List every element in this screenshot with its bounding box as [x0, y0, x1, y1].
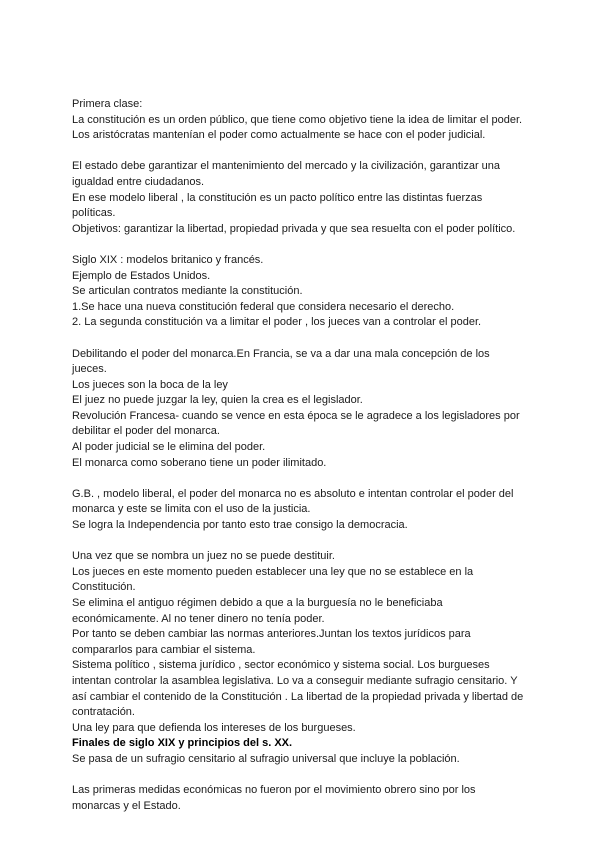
paragraph-medidas-economicas — [72, 783, 542, 814]
text-line: Ejemplo de Estados Unidos. — [72, 269, 211, 282]
paragraph-jueces — [72, 549, 542, 767]
paragraph-monarca — [72, 347, 542, 472]
text-line: El monarca como soberano tiene un poder ilimitado. — [72, 456, 327, 469]
text-line: intentan controlar la asamblea legislativa. Lo va a conseguir mediante sufragio censitario. Y — [72, 674, 518, 687]
text-line: El estado debe garantizar el mantenimiento del mercado y la civilización, garantizar una — [72, 160, 501, 173]
text-line: contratación. — [72, 706, 135, 719]
text-line: monarcas y el Estado. — [72, 799, 181, 812]
text-line: Siglo XIX : modelos britanico y francés. — [72, 253, 264, 266]
paragraph-spacer — [72, 471, 542, 487]
text-line: Se articulan contratos mediante la constitución. — [72, 285, 303, 298]
text-line: Los jueces en este momento pueden establecer una ley que no se establece en la — [72, 565, 474, 578]
text-line: Primera clase: — [72, 98, 143, 110]
text-line: Al poder judicial se le elimina del poder. — [72, 441, 266, 454]
text-line: Objetivos: garantizar la libertad, propiedad privada y que sea resuelta con el poder político. — [72, 222, 516, 235]
text-line: monarca y este se limita con el uso de la justicia. — [72, 503, 311, 516]
text-line: Debilitando el poder del monarca.En Francia, se va a dar una mala concepción de los — [72, 347, 490, 360]
text-line: 2. La segunda constitución va a limitar el poder , los jueces van a controlar el poder. — [72, 316, 482, 329]
paragraph-gran-bretana — [72, 487, 542, 534]
text-line: así cambiar el contenido de la Constitución . La libertad de la propiedad privada y libertad de — [72, 690, 524, 703]
paragraph-spacer — [72, 768, 542, 784]
text-line: Se logra la Independencia por tanto esto trae consigo la democracia. — [72, 519, 408, 532]
text-line: Una vez que se nombra un juez no se puede destituir. — [72, 550, 335, 563]
section-heading: Finales de siglo XIX y principios del s. XX. — [72, 737, 293, 750]
text-line: Los jueces son la boca de la ley — [72, 378, 228, 391]
text-line: En ese modelo liberal , la constitución es un pacto político entre las distintas fuerzas — [72, 191, 483, 204]
text-line: Las primeras medidas económicas no fueron por el movimiento obrero sino por los — [72, 784, 476, 797]
text-line: 1.Se hace una nueva constitución federal que considera necesario el derecho. — [72, 300, 455, 313]
text-line: Una ley para que defienda los intereses de los burgueses. — [72, 721, 356, 734]
text-line: compararlos para cambiar el sistema. — [72, 643, 256, 656]
text-line: Constitución. — [72, 581, 136, 594]
text-line: Se elimina el antiguo régimen debido a que a la burguesía no le beneficiaba — [72, 597, 443, 609]
text-line: El juez no puede juzgar la ley, quien la crea es el legislador. — [72, 394, 363, 407]
document-body — [72, 97, 542, 814]
paragraph-siglo-xix — [72, 253, 542, 331]
text-line: debilitar el poder del monarca. — [72, 425, 220, 438]
paragraph-estado — [72, 159, 542, 237]
text-line: jueces. — [72, 363, 107, 376]
text-line: Por tanto se deben cambiar las normas anteriores.Juntan los textos jurídicos para — [72, 628, 471, 641]
paragraph-spacer — [72, 237, 542, 253]
text-line: políticas. — [72, 207, 116, 220]
text-line: Se pasa de un sufragio censitario al sufragio universal que incluye la población. — [72, 752, 460, 765]
text-line: Revolución Francesa- cuando se vence en esta época se le agradece a los legisladores por — [72, 409, 520, 422]
paragraph-primera-clase — [72, 97, 542, 144]
text-line: Sistema político , sistema jurídico , sector económico y sistema social. Los burgueses — [72, 659, 490, 672]
text-line: igualdad entre ciudadanos. — [72, 175, 205, 188]
text-line: G.B. , modelo liberal, el poder del monarca no es absoluto e intentan controlar el poder del — [72, 487, 514, 500]
paragraph-spacer — [72, 144, 542, 160]
paragraph-spacer — [72, 331, 542, 347]
paragraph-spacer — [72, 534, 542, 550]
text-line: Los aristócratas mantenían el poder como actualmente se hace con el poder judicial. — [72, 129, 486, 142]
text-line: La constitución es un orden público, que tiene como objetivo tiene la idea de limitar el poder. — [72, 113, 523, 126]
text-line: económicamente. Al no tener dinero no tenía poder. — [72, 612, 325, 625]
